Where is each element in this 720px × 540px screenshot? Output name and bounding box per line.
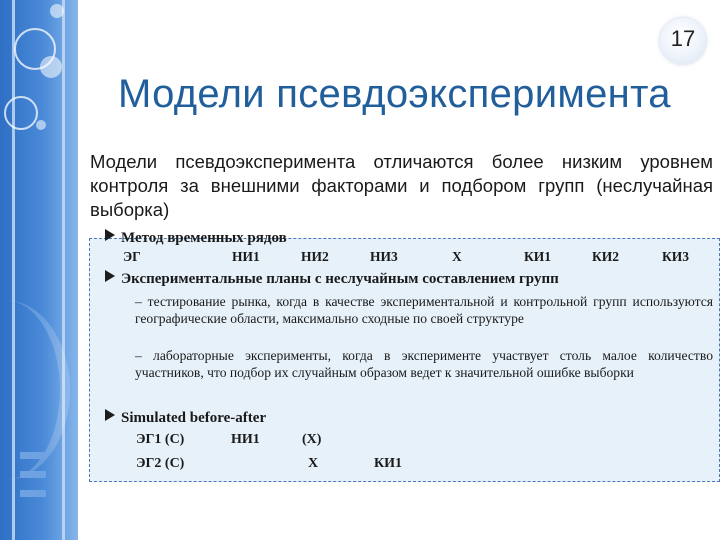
side-circle	[40, 56, 62, 78]
arrow-bullet-icon	[105, 270, 115, 282]
experimental-heading	[105, 270, 559, 288]
page-number: 17	[670, 26, 696, 51]
simulated-cell: ЭГ1 (С)	[136, 432, 185, 447]
simulated-row-1	[0, 432, 720, 450]
simulated-cell: НИ1	[231, 432, 260, 447]
simulated-row-2	[0, 456, 720, 474]
simulated-cell: Х	[308, 456, 319, 471]
side-circle	[50, 4, 64, 18]
simulated-cell: ЭГ2 (С)	[136, 456, 185, 471]
series-cell: ЭГ	[123, 249, 141, 264]
series-cell: НИ3	[370, 249, 398, 264]
simulated-cell: (Х)	[302, 432, 322, 447]
simulated-heading-text: Simulated before-after	[121, 410, 267, 426]
series-cell: КИ2	[592, 249, 620, 264]
simulated-cell: КИ1	[374, 456, 403, 471]
series-cell: КИ1	[524, 249, 552, 264]
experimental-item: – лабораторные эксперименты, когда в эксперименте участвует столь малое количество участников, что подбор их случайным образом ведет к значительной ошибке выборки	[135, 348, 713, 380]
experimental-item: – тестирование рынка, когда в качестве экспериментальной и контрольной групп используются географические области, максимально сходные по своей структуре	[135, 294, 713, 326]
series-cell: КИ3	[662, 249, 690, 264]
series-cell: Х	[452, 249, 462, 264]
intro-paragraph: Модели псевдоэксперимента отличаются более низким уровнем контроля за внешними факторами и подбором групп (неслучайная выборка)	[90, 151, 713, 220]
series-cell: НИ2	[301, 249, 329, 264]
series-cell: НИ1	[232, 249, 260, 264]
arrow-bullet-icon	[105, 409, 115, 421]
arrow-bullet-icon	[105, 229, 115, 241]
slide-title: Модели псевдоэксперимента	[118, 72, 671, 116]
side-circle	[4, 96, 38, 130]
experimental-heading-text: Экспериментальные планы с неслучайным составлением групп	[121, 271, 559, 287]
time-series-heading	[105, 229, 287, 247]
side-circle	[36, 120, 46, 130]
simulated-heading	[105, 409, 266, 427]
time-series-heading-text: Метод временных рядов	[121, 230, 287, 246]
time-series-row	[0, 249, 720, 267]
